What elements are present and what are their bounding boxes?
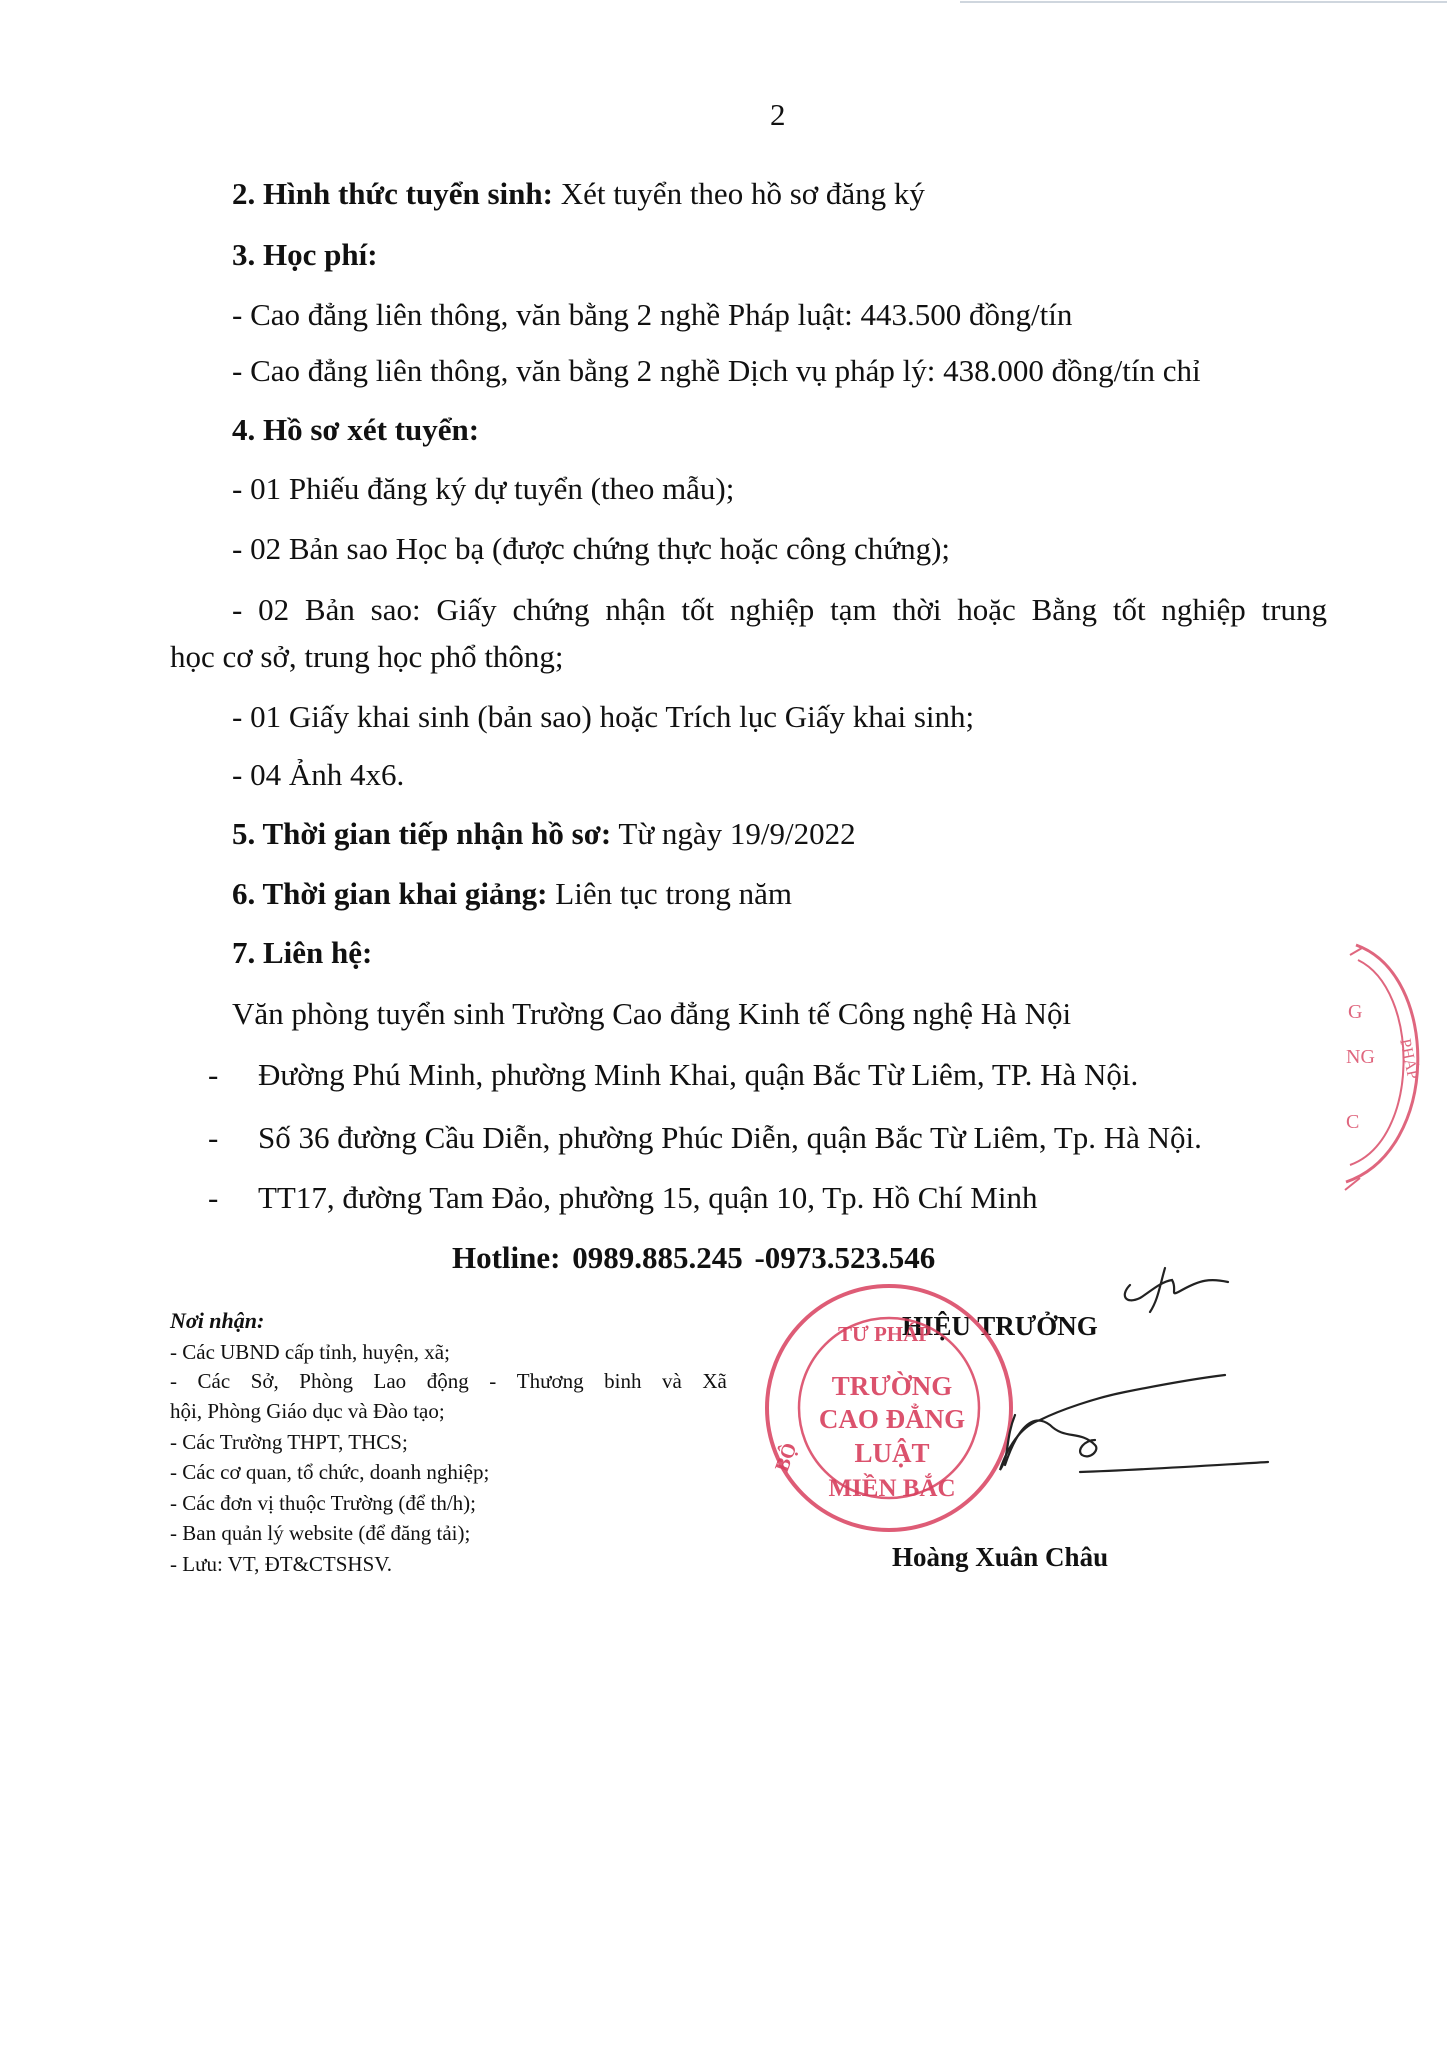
word: Phòng: [299, 1369, 353, 1393]
recipient-item: - Các đơn vị thuộc Trường (để th/h);: [170, 1491, 476, 1515]
partial-seal-text: C: [1346, 1111, 1360, 1133]
word: Các: [197, 1369, 231, 1393]
hotline: Hotline: 0989.885.245 -0973.523.546: [452, 1240, 936, 1275]
section-4-label: 4. Hồ sơ xét tuyển:: [232, 412, 480, 447]
section-7-label: 7. Liên hệ:: [232, 935, 373, 970]
address-2: Số 36 đường Cầu Diễn, phường Phúc Diễn, quận Bắc Từ Liêm, Tp. Hà Nội.: [258, 1120, 1202, 1155]
partial-seal-text: G: [1348, 1001, 1363, 1023]
document-item-3-line1: - 02 Bản sao: Giấy chứng nhận tốt nghiệp tạm thời hoặc Bằng tốt nghiệp trung: [232, 592, 1327, 627]
word: binh: [604, 1369, 642, 1393]
partial-seal-text: PHÁP: [1396, 1037, 1422, 1081]
seal-line-1: TRƯỜNG: [831, 1371, 953, 1401]
section-2-label: 2. Hình thức tuyển sinh:: [232, 176, 553, 211]
document-item-1: - 01 Phiếu đăng ký dự tuyển (theo mẫu);: [232, 471, 735, 506]
recipients-title: Nơi nhận:: [170, 1308, 265, 1333]
word: Thương: [516, 1369, 584, 1393]
tuition-item-2: - Cao đẳng liên thông, văn bằng 2 nghề Dịch vụ pháp lý: 438.000 đồng/tín chỉ: [232, 353, 1201, 388]
partial-seal-text: NG: [1346, 1046, 1375, 1068]
recipient-item: - Các UBND cấp tỉnh, huyện, xã;: [170, 1340, 450, 1364]
address-3: TT17, đường Tam Đảo, phường 15, quận 10, Tp. Hồ Chí Minh: [258, 1180, 1038, 1215]
address-dash: -: [208, 1057, 219, 1092]
address-1: Đường Phú Minh, phường Minh Khai, quận Bắc Từ Liêm, TP. Hà Nội.: [258, 1057, 1139, 1092]
seal-line-2: CAO ĐẲNG: [818, 1404, 966, 1434]
word: và: [662, 1369, 682, 1393]
partial-seal-right: [1345, 945, 1423, 1190]
recipient-item: - Các Trường THPT, THCS;: [170, 1430, 408, 1454]
recipient-item: - Lưu: VT, ĐT&CTSHSV.: [170, 1552, 392, 1576]
word: Lao: [373, 1369, 407, 1393]
admissions-office: Văn phòng tuyển sinh Trường Cao đẳng Kinh tế Công nghệ Hà Nội: [232, 996, 1072, 1031]
document-item-3-line2: học cơ sở, trung học phổ thông;: [170, 639, 564, 674]
signer-title: HIỆU TRƯỞNG: [902, 1311, 1098, 1341]
seal-ring-top: TƯ PHÁP: [838, 1322, 932, 1346]
section-2-text: Xét tuyển theo hồ sơ đăng ký: [552, 176, 925, 211]
signer-name: Hoàng Xuân Châu: [892, 1542, 1109, 1572]
page-number: 2: [770, 97, 786, 132]
section-5-label: 5. Thời gian tiếp nhận hồ sơ:: [232, 816, 612, 851]
section-5-text: Từ ngày 19/9/2022: [611, 816, 856, 851]
section-6-text: Liên tục trong năm: [547, 876, 793, 911]
document-item-2: - 02 Bản sao Học bạ (được chứng thực hoặc công chứng);: [232, 531, 951, 566]
address-dash: -: [208, 1120, 219, 1155]
recipient-item: - Ban quản lý website (để đăng tải);: [170, 1521, 471, 1545]
school-seal: [767, 1286, 1011, 1530]
section-3-label: 3. Học phí:: [232, 237, 378, 272]
document-item-5: - 04 Ảnh 4x6.: [232, 757, 405, 792]
recipient-item: hội, Phòng Giáo dục và Đào tạo;: [170, 1399, 445, 1423]
word: -: [489, 1369, 497, 1393]
seal-ring-left: BỘ: [771, 1440, 802, 1475]
word: động: [426, 1369, 469, 1393]
seal-line-3: LUẬT: [854, 1438, 930, 1468]
tuition-item-1: - Cao đẳng liên thông, văn bằng 2 nghề Pháp luật: 443.500 đồng/tín: [232, 297, 1073, 332]
word: -: [170, 1369, 177, 1393]
section-6-label: 6. Thời gian khai giảng:: [232, 876, 548, 911]
handwritten-signature: [1000, 1268, 1268, 1472]
document-item-4: - 01 Giấy khai sinh (bản sao) hoặc Trích lục Giấy khai sinh;: [232, 699, 975, 734]
word: Xã: [702, 1369, 727, 1393]
seal-line-4: MIỀN BẮC: [828, 1475, 956, 1502]
address-dash: -: [208, 1180, 219, 1215]
word: Sở,: [250, 1369, 279, 1393]
recipient-item: - Các cơ quan, tổ chức, doanh nghiệp;: [170, 1460, 490, 1484]
